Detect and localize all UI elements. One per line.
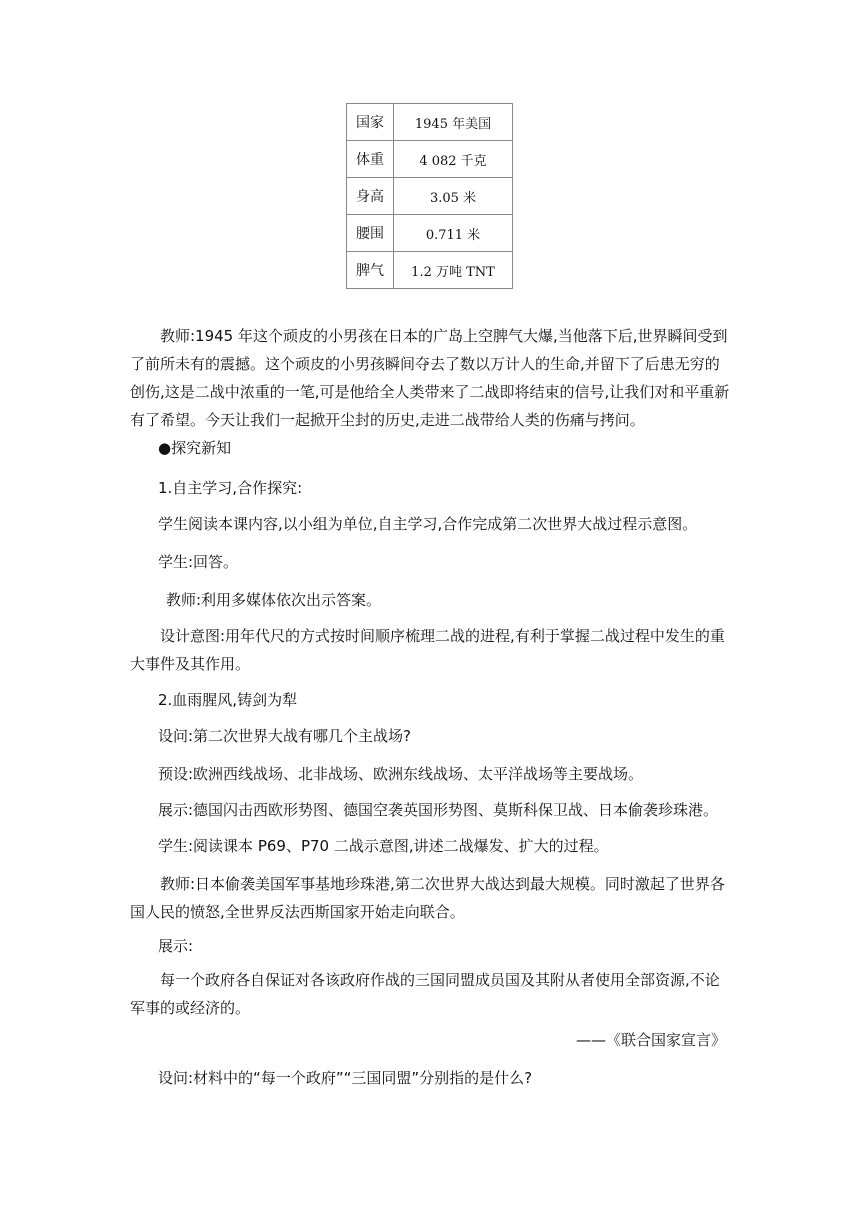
table-row	[347, 215, 513, 252]
table-row	[347, 141, 513, 178]
section-heading: ●探究新知	[158, 439, 232, 457]
paragraph: 展示:德国闪击西欧形势图、德国空袭英国形势图、莫斯科保卫战、日本偷袭珍珠港。	[158, 801, 719, 819]
paragraph: 教师:利用多媒体依次出示答案。	[166, 591, 382, 609]
table-key: 腰围	[347, 215, 394, 252]
table-row	[347, 252, 513, 289]
paragraph: 设问:第二次世界大战有哪几个主战场?	[158, 727, 412, 745]
paragraph: 设问:材料中的“每一个政府”“三国同盟”分别指的是什么?	[158, 1069, 533, 1087]
paragraph: 设计意图:用年代尺的方式按时间顺序梳理二战的进程,有利于掌握二战过程中发生的重大事件及其作用。	[130, 627, 725, 673]
table-value: 1.2 万吨 TNT	[394, 252, 513, 289]
info-table	[346, 103, 513, 289]
table-key: 身高	[347, 178, 394, 215]
table-row	[347, 178, 513, 215]
table-row	[347, 104, 513, 141]
table-key: 体重	[347, 141, 394, 178]
quote-paragraph: 每一个政府各自保证对各该政府作战的三国同盟成员国及其附从者使用全部资源,不论军事的或经济的。	[130, 971, 720, 1017]
quote-source: ——《联合国家宣言》	[575, 1031, 726, 1049]
list-item-1: 1.自主学习,合作探究:	[158, 479, 303, 497]
paragraph: 教师:日本偷袭美国军事基地珍珠港,第二次世界大战达到最大规模。同时激起了世界各国人民的愤怒,全世界反法西斯国家开始走向联合。	[130, 875, 725, 921]
paragraph: 预设:欧洲西线战场、北非战场、欧洲东线战场、太平洋战场等主要战场。	[158, 765, 644, 783]
paragraph: 学生阅读本课内容,以小组为单位,自主学习,合作完成第二次世界大战过程示意图。	[158, 515, 698, 533]
table-value: 0.711 米	[394, 215, 513, 252]
table-value: 1945 年美国	[394, 104, 513, 141]
paragraph: 展示:	[158, 937, 194, 955]
paragraph: 学生:回答。	[158, 553, 239, 571]
table-value: 3.05 米	[394, 178, 513, 215]
table-value: 4 082 千克	[394, 141, 513, 178]
list-item-2: 2.血雨腥风,铸剑为犁	[158, 691, 298, 709]
paragraph: 学生:阅读课本 P69、P70 二战示意图,讲述二战爆发、扩大的过程。	[158, 837, 609, 855]
table-key: 脾气	[347, 252, 394, 289]
table-key: 国家	[347, 104, 394, 141]
intro-paragraph: 教师:1945 年这个顽皮的小男孩在日本的广岛上空脾气大爆,当他落下后,世界瞬间受到了前所未有的震撼。这个顽皮的小男孩瞬间夺去了数以万计人的生命,并留下了后患无穷的创伤,这是二战中浓重的一笔,可是他给全人类带来了二战即将结束的信号,让我们对和平重新有了希望。今天让我们一起掀开尘封的历史,走进二战带给人类的伤痛与拷问。	[130, 327, 730, 429]
